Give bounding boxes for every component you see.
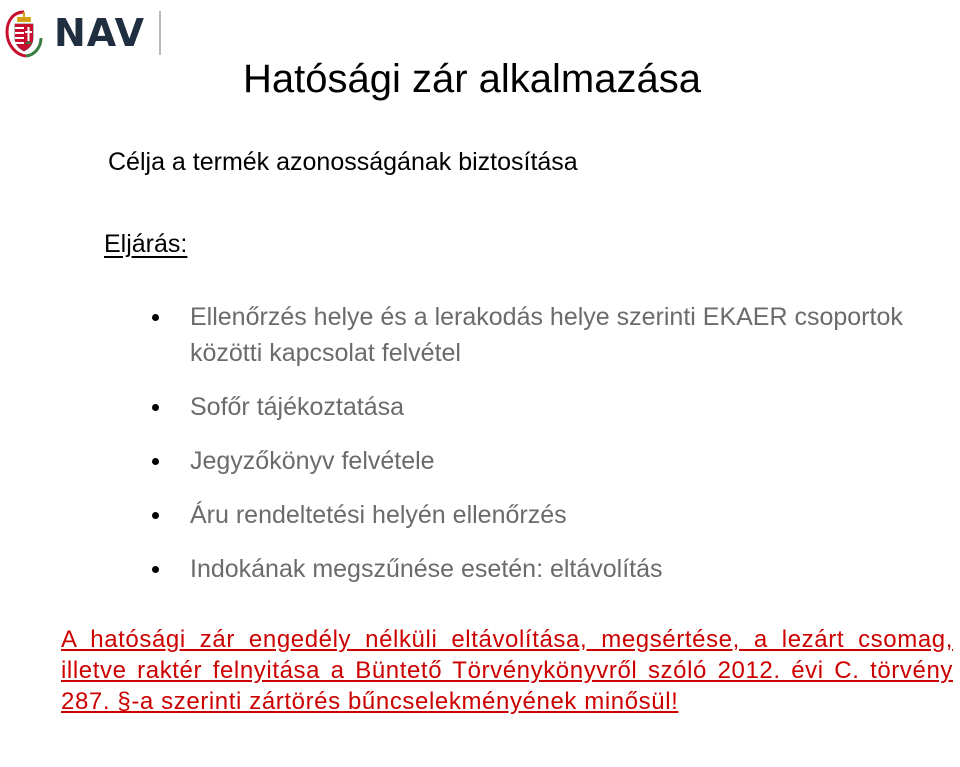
slide-subtitle: Célja a termék azonosságának biztosítása — [108, 148, 578, 176]
bullet-icon — [152, 458, 159, 465]
list-item — [148, 443, 928, 479]
list-item-label: Sofőr tájékoztatása — [190, 393, 405, 421]
logo-divider — [159, 11, 161, 55]
list-item — [148, 497, 928, 533]
list-item-label: Jegyzőkönyv felvétele — [190, 447, 435, 475]
list-item — [148, 299, 928, 371]
hungarian-coat-of-arms-icon — [4, 6, 44, 60]
legal-warning: A hatósági zár engedély nélküli eltávolítása, megsértése, a lezárt csomag, illetve raktér felnyitása a Büntető Törvénykönyvről szóló 2012. évi C. törvény 287. §-a szerinti zártörés bűncselekményének minősül! — [61, 626, 953, 715]
bullet-icon — [152, 314, 159, 321]
list-item — [148, 389, 928, 425]
nav-logo — [4, 4, 161, 62]
list-item-label: Indokának megszűnése esetén: eltávolítás — [190, 555, 663, 583]
slide-title: Hatósági zár alkalmazása — [243, 57, 701, 101]
list-item-label: Áru rendeltetési helyén ellenőrzés — [190, 501, 567, 529]
list-item-label: Ellenőrzés helye és a lerakodás helye szerinti EKAER csoportok közötti kapcsolat felvétel — [190, 303, 903, 367]
procedure-list — [148, 299, 928, 587]
bullet-icon — [152, 404, 159, 411]
bullet-icon — [152, 566, 159, 573]
list-item — [148, 551, 928, 587]
logo-text: NAV — [54, 11, 146, 55]
bullet-icon — [152, 512, 159, 519]
procedure-heading: Eljárás: — [104, 230, 188, 258]
